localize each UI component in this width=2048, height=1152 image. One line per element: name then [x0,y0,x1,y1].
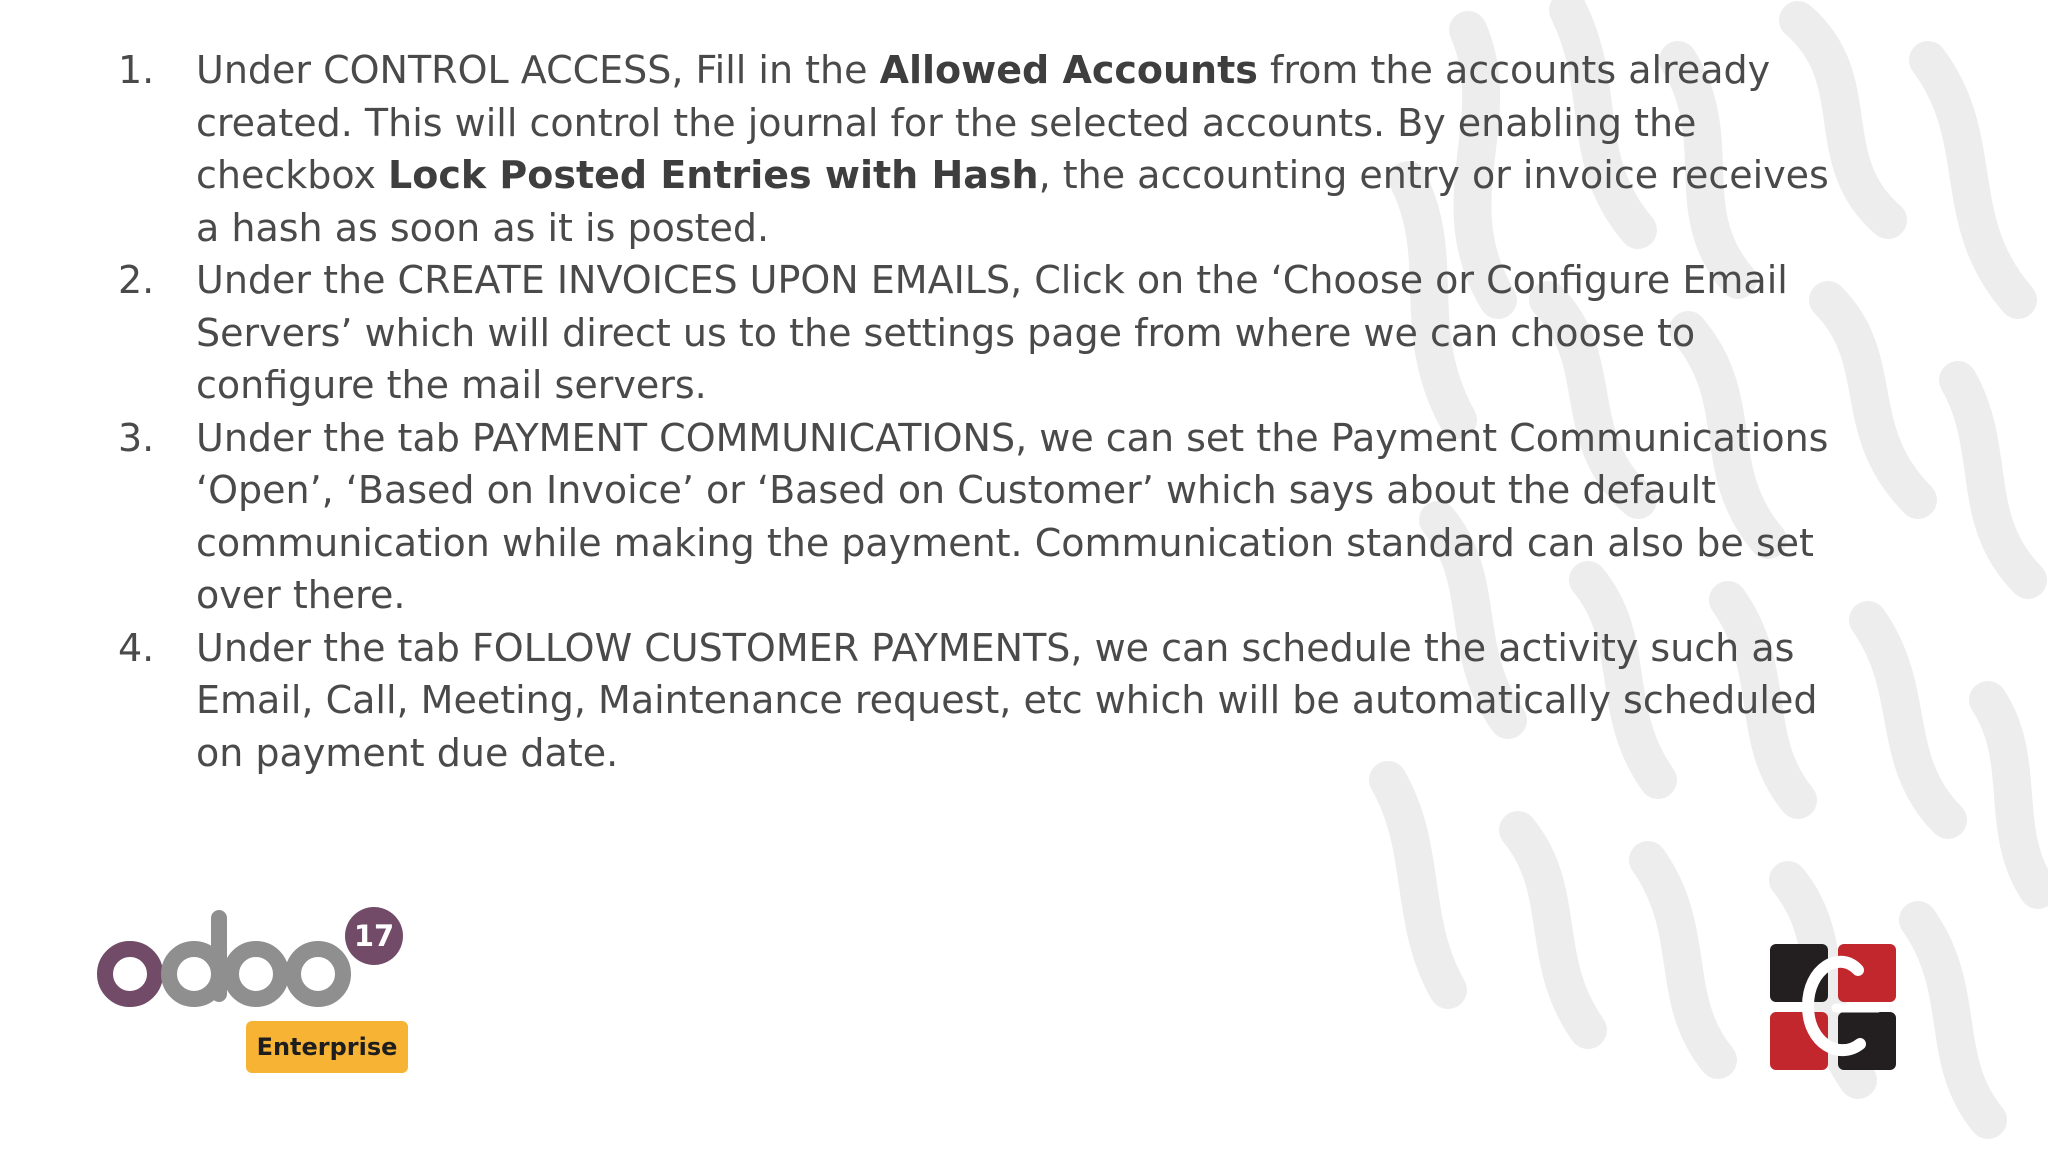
odoo-version: 17 [353,919,395,953]
list-item [118,44,1838,254]
list-item-text [196,622,1838,780]
list-item [118,412,1838,622]
list-item-number: 1. [118,48,155,92]
list-item-number: 3. [118,415,155,460]
list-item [118,622,1838,780]
text-segment: , the accounting entry or invoice receives a hash as soon as it is posted. [196,153,1829,250]
text-segment: Under the CREATE INVOICES UPON EMAILS, Click on the ‘Choose or Configure Email Servers’ which will direct us to the settings page from where we can choose to configure the mail servers. [196,258,1788,407]
enterprise-badge: Enterprise [246,1021,408,1073]
list-item [118,254,1838,412]
list-item-text [196,412,1838,622]
bold-term: Allowed Accounts [879,48,1258,92]
list-item-number: 2. [118,258,155,302]
list-item-text [196,44,1838,254]
list-item-number: 4. [118,625,155,670]
cybrosys-logo-icon [1770,944,1896,1070]
text-segment: Under the tab PAYMENT COMMUNICATIONS, we can set the Payment Communications ‘Open’, ‘Based on Invoice’ or ‘Based on Customer’ which says about the default communication while making the payment. Communication standard can also be set over there. [196,415,1829,617]
list-item-text [196,254,1838,412]
instruction-list [118,44,1838,779]
text-segment: Under CONTROL ACCESS, Fill in the [196,48,880,92]
text-segment: from the accounts already created. This will control the journal for the selected accounts. By enabling the checkbox [196,48,1771,197]
text-segment: Under the tab FOLLOW CUSTOMER PAYMENTS, we can schedule the activity such as Email, Call, Meeting, Maintenance request, etc which will be automatically scheduled on payment due date. [196,625,1818,775]
bold-term: Lock Posted Entries with Hash [388,153,1039,197]
